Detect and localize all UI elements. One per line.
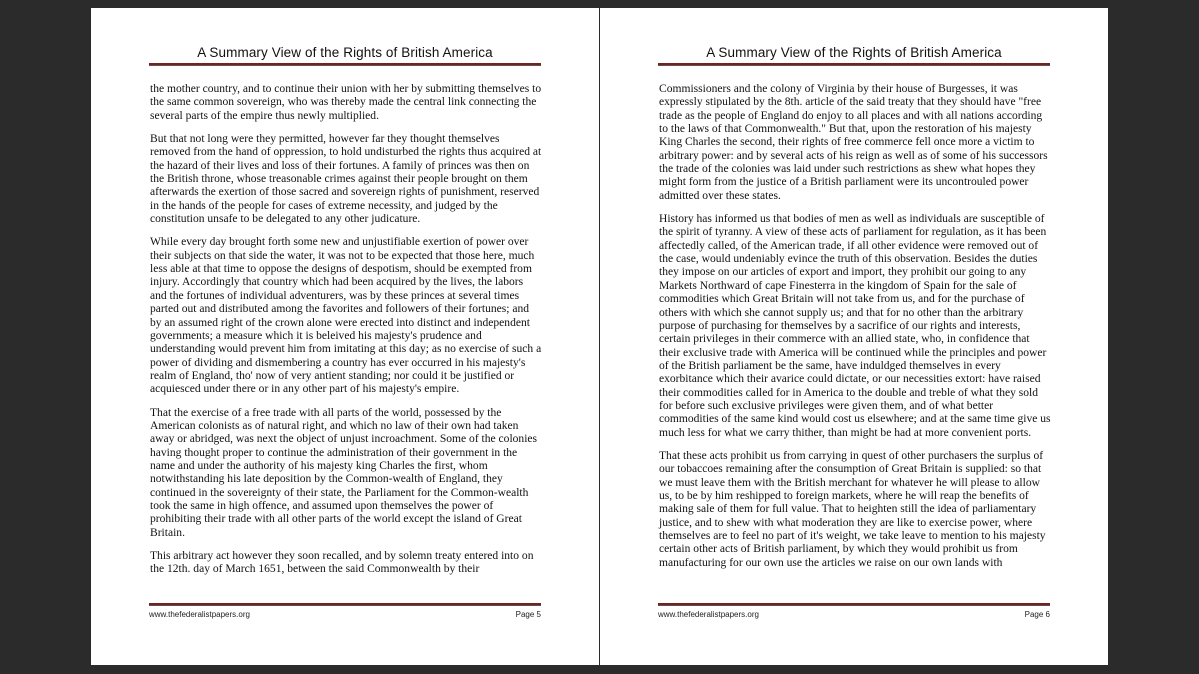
page-body [150, 83, 542, 587]
paragraph: That the exercise of a free trade with all parts of the world, possessed by the American colonists as of natural right, and which no law of their own had taken away or abridged, was next the object of unjust incroachment. Some of the colonies having thought proper to continue the administration of their government in the name and under the authority of his majesty king Charles the first, whom notwithstanding his late deposition by the Common-wealth of England, they continued in the sovereignty of their state, the Parliament for the Common-wealth took the same in high offence, and assumed upon themselves the power of prohibiting their trade with all other parts of the world except the island of Great Britain. [150, 406, 538, 539]
header-rule [149, 63, 541, 66]
footer-rule [149, 603, 541, 606]
footer-rule [658, 603, 1050, 606]
page-header-title: A Summary View of the Rights of British America [197, 45, 493, 60]
paragraph: But that not long were they permitted, however far they thought themselves removed from the hand of oppression, to hold undisturbed the rights thus acquired at the hazard of their lives and loss of their fortunes. A family of princes was then on the British throne, whose treasonable crimes against their people brought on them afterwards the exertion of those sacred and sovereign rights of punishment, reserved in the hands of the people for cases of extreme necessity, and judged by the constitution unsafe to be delegated to any other judicature. [150, 133, 542, 226]
paragraph: While every day brought forth some new and unjustifiable exertion of power over their subjects on that side the water, it was not to be expected that those here, much less able at that time to oppose the designs of despotism, should be exempted from injury. Accordingly that country which had been acquired by the lives, the labors and the fortunes of individual adventurers, was by these princes at several times parted out and distributed among the favorites and followers of their fortunes; and by an assumed right of the crown alone were erected into distinct and independent governments; a measure which it is beleived his majesty's prudence and understanding would prevent him from imitating at this day; as no exercise of such a power of dividing and dismembering a country has ever occurred in his majesty's realm of England, tho' now of very antient standing; nor could it be justified or acquiesced under there or in any other part of his majesty's empire. [150, 236, 542, 396]
paragraph: Commissioners and the colony of Virginia by their house of Burgesses, it was expressly stipulated by the 8th. article of the said treaty that they should have "free trade as the people of England do enjoy to all places and with all nations according to the laws of that Commonwealth." But that, upon the restoration of his majesty King Charles the second, their rights of free commerce fell once more a victim to arbitrary power: and by several acts of his reign as well as of some of his successors the trade of the colonies was laid under such restrictions as shew what hopes they might form from the justice of a British parliament were its uncontrouled power admitted over these states. [659, 83, 1048, 202]
document-page-5 [91, 8, 599, 665]
paragraph: the mother country, and to continue their union with her by submitting themselves to the same common sovereign, who was thereby made the central link connecting the several parts of the empire thus newly multiplied. [150, 83, 542, 122]
page-header-title: A Summary View of the Rights of British America [706, 45, 1002, 60]
footer-page-number: Page 6 [1024, 610, 1050, 619]
footer-website: www.thefederalistpapers.org [658, 610, 759, 619]
page-body [659, 83, 1051, 580]
header-rule [658, 63, 1050, 66]
footer-website: www.thefederalistpapers.org [149, 610, 250, 619]
footer-page-number: Page 5 [515, 610, 541, 619]
page-footer [658, 610, 1050, 619]
paragraph: History has informed us that bodies of men as well as individuals are susceptible of the spirit of tyranny. A view of these acts of parliament for regulation, as it has been affectedly called, of the American trade, if all other evidence were removed out of the case, would undeniably evince the truth of this observation. Besides the duties they impose on our articles of export and import, they prohibit our going to any Markets Northward of cape Finesterra in the kingdom of Spain for the sale of commodities which Great Britain will not take from us, and for the purchase of others with which she cannot supply us; and that for no other than the arbitrary purpose of purchasing for themselves by a sacrifice of our rights and interests, certain privileges in their commerce with an allied state, who, in confidence that their exclusive trade with America will be continued while the principles and power of the British parliament be the same, have induldged themselves in every exorbitance which their avarice could dictate, or our necessities extort: have raised their commodities called for in America to the double and treble of what they sold for before such exclusive privileges were given them, and of what better commodities of the same kind would cost us elsewhere; and at the same time give us much less for what we carry thither, than might be had at more convenient ports. [659, 213, 1051, 439]
page-footer [149, 610, 541, 619]
document-page-6 [600, 8, 1108, 665]
paragraph: This arbitrary act however they soon recalled, and by solemn treaty entered into on the 12th. day of March 1651, between the said Commonwealth by their [150, 550, 534, 576]
paragraph: That these acts prohibit us from carrying in quest of other purchasers the surplus of our tobaccoes remaining after the consumption of Great Britain is supplied: so that we must leave them with the British merchant for whatever he will please to allow us, to be by him reshipped to foreign markets, where he will reap the benefits of making sale of them for full value. That to heighten still the idea of parliamentary justice, and to shew with what moderation they are like to exercise power, where themselves are to feel no part of it's weight, we take leave to mention to his majesty certain other acts of British parliament, by which they would prohibit us from manufacturing for our own use the articles we raise on our own lands with [659, 449, 1046, 569]
